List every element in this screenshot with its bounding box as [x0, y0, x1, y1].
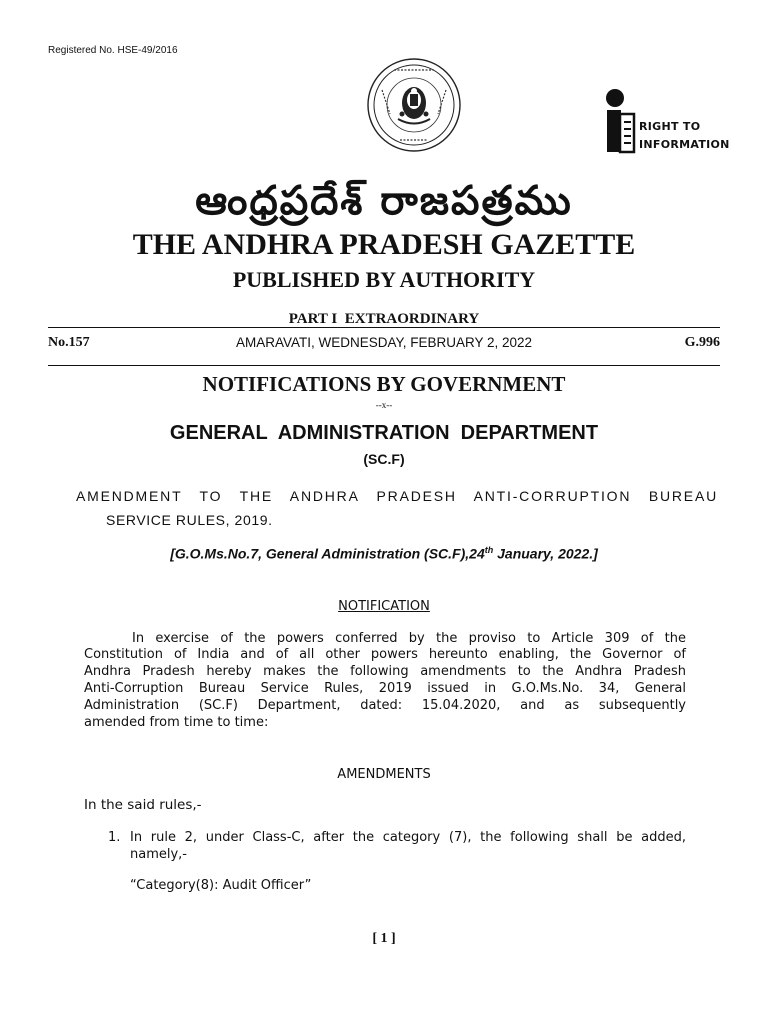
go-reference — [0, 545, 768, 562]
notification-line: Andhra Pradesh hereby makes the following amendments to the Andhra Pradesh — [84, 664, 686, 679]
published-by-authority: PUBLISHED BY AUTHORITY — [232, 267, 536, 292]
rti-label-line1: RIGHT TO — [639, 120, 701, 133]
notification-line: amended from time to time: — [84, 715, 269, 730]
go-reference-suffix: January, 2022.] — [493, 545, 598, 562]
section-separator: --x-- — [375, 400, 393, 410]
rti-label — [639, 118, 730, 154]
amendment-item-text: In rule 2, under Class-C, after the category (7), the following shall be added, — [130, 830, 686, 845]
amendment-title-line2: SERVICE RULES, 2019. — [106, 512, 273, 528]
notification-line: Anti-Corruption Bureau Service Rules, 2019 issued in G.O.Ms.No. 34, General — [84, 681, 686, 696]
divider — [48, 365, 720, 366]
gazette-number: G.996 — [684, 335, 720, 350]
gazette-title: THE ANDHRA PRADESH GAZETTE — [132, 228, 636, 261]
part-label: PART I EXTRAORDINARY — [288, 311, 480, 327]
notification-line: Constitution of India and of all other powers hereunto enabling, the Governor of — [84, 647, 686, 662]
divider — [48, 327, 720, 328]
go-reference-prefix: [G.O.Ms.No.7, General Administration (SC.F),24 — [170, 545, 485, 562]
notification-heading: NOTIFICATION — [338, 599, 430, 614]
issue-place-date: AMARAVATI, WEDNESDAY, FEBRUARY 2, 2022 — [235, 335, 533, 350]
amendment-insertion: “Category(8): Audit Officer” — [130, 878, 312, 893]
notification-line: In exercise of the powers conferred by the proviso to Article 309 of the — [132, 631, 686, 646]
issue-number: No.157 — [48, 335, 90, 350]
amendment-title-line1: AMENDMENT TO THE ANDHRA PRADESH ANTI-CORRUPTION BUREAU — [76, 488, 718, 504]
state-emblem-icon — [364, 56, 464, 154]
notification-line: Administration (SC.F) Department, dated: 15.04.2020, and as subsequently — [84, 698, 686, 713]
page-number: [ 1 ] — [372, 931, 396, 946]
amendments-intro: In the said rules,- — [84, 797, 202, 813]
amendment-item-number: 1. — [108, 830, 121, 845]
rti-label-line2: INFORMATION — [639, 138, 730, 151]
gazette-title-telugu: ఆంధ్రప్రదేశ్ రాజపత్రము — [195, 178, 573, 224]
department-subtitle: (SC.F) — [363, 451, 405, 467]
section-heading: NOTIFICATIONS BY GOVERNMENT — [202, 372, 566, 396]
go-reference-sup: th — [484, 545, 494, 555]
amendments-heading: AMENDMENTS — [337, 767, 431, 782]
amendment-item-text: namely,- — [130, 847, 187, 862]
department-title: GENERAL ADMINISTRATION DEPARTMENT — [169, 422, 599, 444]
registration-number: Registered No. HSE-49/2016 — [48, 45, 178, 56]
